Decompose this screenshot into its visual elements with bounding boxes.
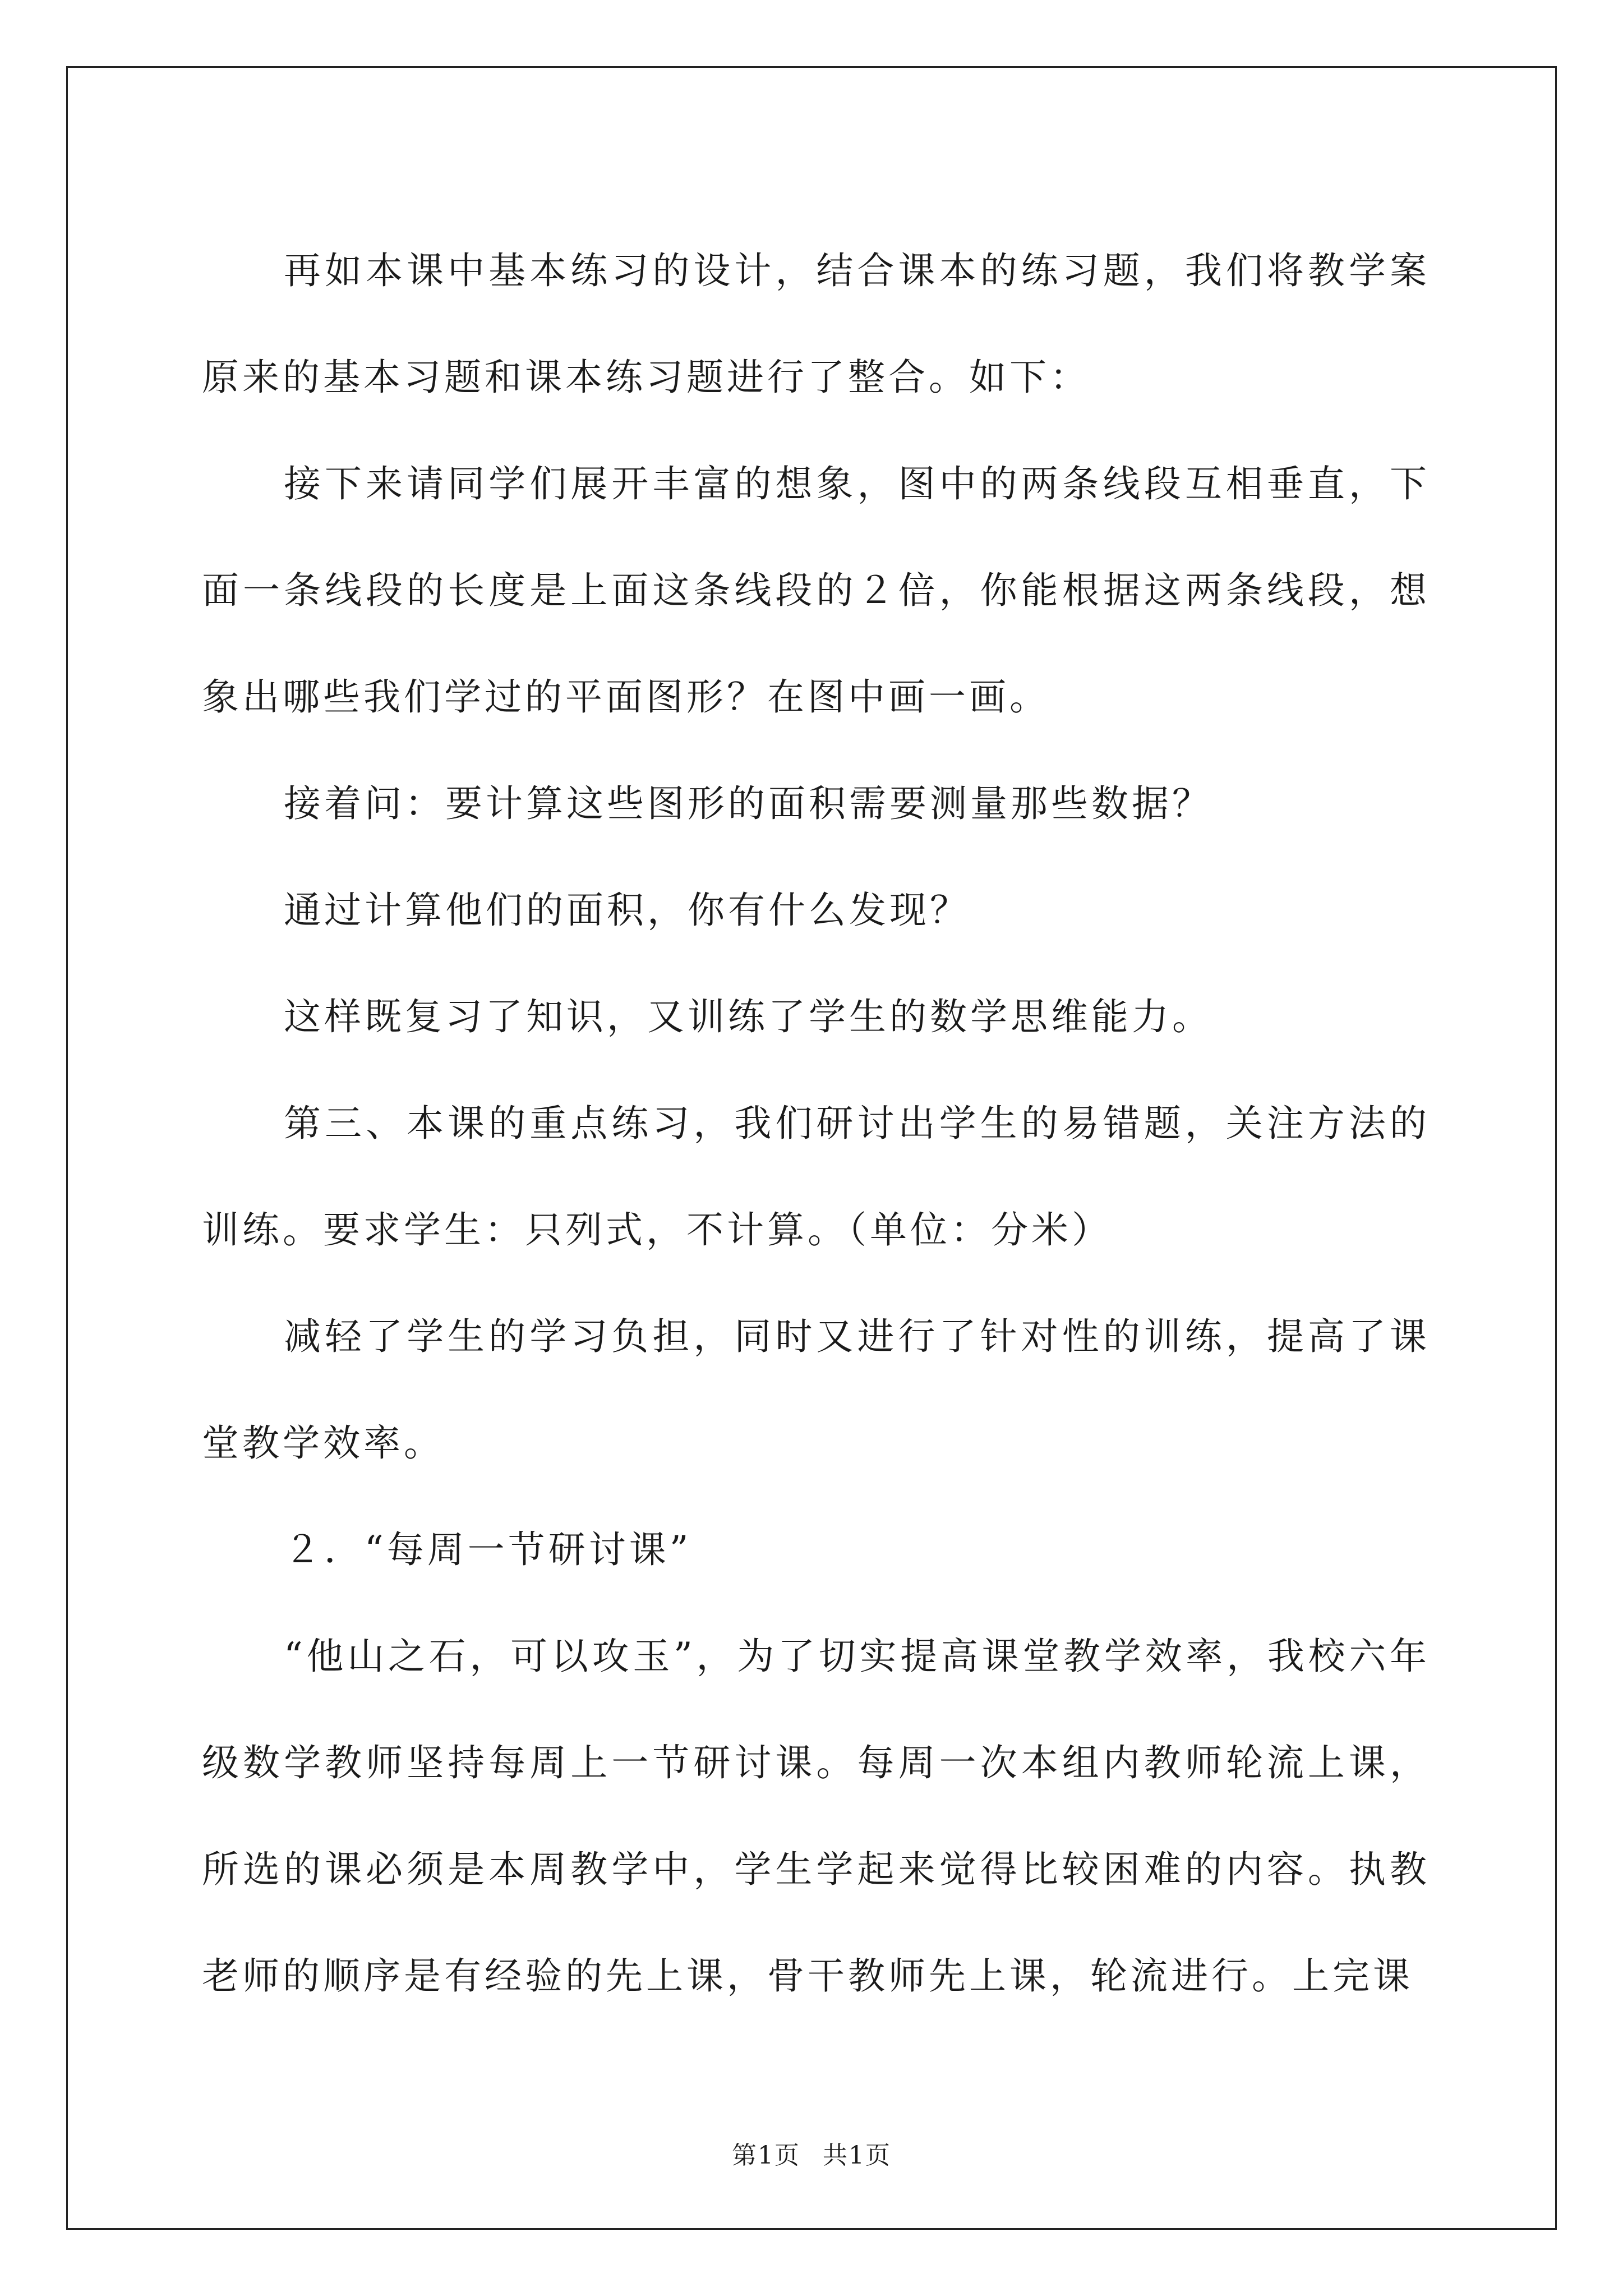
paragraph: 减轻了学生的学习负担，同时又进行了针对性的训练，提高了课堂教学效率。	[202, 1315, 1430, 1465]
paragraph: 这样既复习了知识，又训练了学生的数学思维能力。	[284, 995, 1212, 1038]
document-body	[202, 218, 1430, 2030]
paragraph: 第三、本课的重点练习，我们研讨出学生的易错题，关注方法的训练。要求学生：只列式，不计算。（单位：分米）	[202, 1102, 1430, 1251]
section-heading: ２．“每周一节研讨课”	[284, 1528, 692, 1571]
paragraph: 再如本课中基本练习的设计，结合课本的练习题，我们将教学案原来的基本习题和课本练习题进行了整合。如下：	[202, 249, 1430, 399]
page-footer	[0, 2135, 1623, 2171]
paragraph: “他山之石，可以攻玉”，为了切实提高课堂教学效率，我校六年级数学教师坚持每周上一节研讨课。每周一次本组内教师轮流上课，所选的课必须是本周教学中，学生学起来觉得比较困难的内容。执教老师的顺序是有经验的先上课，骨干教师先上课，轮流进行。上完课	[202, 1635, 1430, 1998]
page-total: 共1页	[823, 2141, 891, 2170]
paragraph: 接着问：要计算这些图形的面积需要测量那些数据？	[284, 782, 1212, 825]
page-number: 第1页	[732, 2141, 800, 2170]
paragraph: 接下来请同学们展开丰富的想象，图中的两条线段互相垂直，下面一条线段的长度是上面这条线段的２倍，你能根据这两条线段，想象出哪些我们学过的平面图形？在图中画一画。	[202, 462, 1430, 719]
paragraph: 通过计算他们的面积，你有什么发现？	[284, 889, 970, 932]
